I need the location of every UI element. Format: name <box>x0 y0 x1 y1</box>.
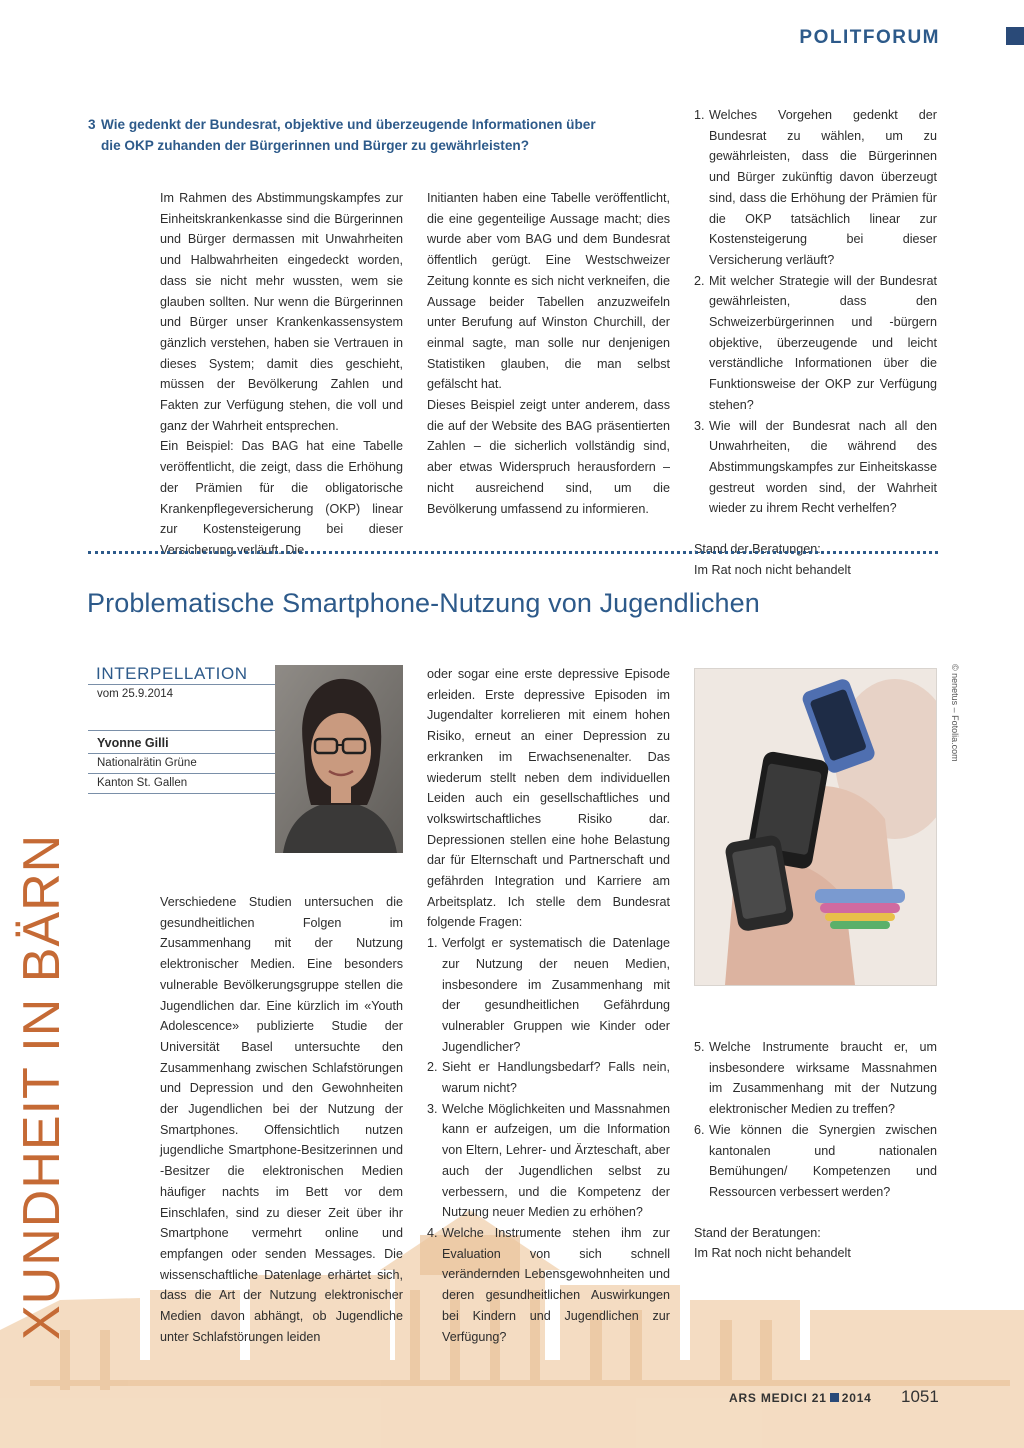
interpellation-label: INTERPELLATION <box>88 664 276 685</box>
top-column-2 <box>427 188 670 519</box>
page-number: 1051 <box>901 1387 939 1406</box>
paragraph: Im Rahmen des Abstimmungskampfes zur Einheitskrankenkasse sind die Bürgerinnen und Bürger dermassen mit Unwahrheiten und Halbwahrheiten eingedeckt worden, dass sie nicht mehr wussten, wem sie glauben sollten. Nur wenn die Bürgerinnen und Bürger unser Krankenkassensystem gänzlich verstehen, haben sie Vertrauen in dieses System; damit dies geschieht, müssen der Bevölkerung Zahlen und Fakten zur Verfügung stehen, die voll und ganz der Wahrheit entsprechen. <box>160 191 403 433</box>
author-portrait <box>275 665 403 853</box>
list-item: 1. Verfolgt er systematisch die Datenlage zur Nutzung der neuen Medien, insbesondere im Zusammenhang mit der gesundheitlichen Gefährdung vulnerabler Gruppen wie Kinder oder Jugendlicher? <box>427 936 670 1054</box>
list-item: 5. Welche Instrumente braucht er, um insbesondere wirksame Massnahmen im Zusammenhang mit der Nutzung elektronischer Medien zu treffen? <box>694 1040 937 1117</box>
question-list <box>694 105 937 519</box>
question-list <box>694 1037 937 1203</box>
top-column-1 <box>160 188 403 561</box>
list-item: 2. Sieht er Handlungsbedarf? Falls nein, warum nicht? <box>427 1060 670 1096</box>
status-label: Stand der Beratungen: <box>694 542 821 557</box>
article-column-2 <box>427 664 670 1347</box>
side-section-title: XUNDHEIT IN BÄRN <box>13 833 71 1340</box>
article-title: Problematische Smartphone-Nutzung von Jugendlichen <box>87 588 760 618</box>
journal-year: 2014 <box>841 1391 872 1405</box>
question-3-heading <box>88 114 608 156</box>
section-header-label: POLITFORUM <box>799 27 940 48</box>
smartphone-photo <box>694 668 937 986</box>
article-column-3 <box>694 1037 937 1264</box>
author-name: Yvonne Gilli <box>88 731 276 754</box>
list-item: 3. Welche Möglichkeiten und Massnahmen kann er aufzeigen, um die Information von Eltern, Lehrer- und Ärzteschaft, aber auch der Jugendlichen selbst zu verbessern, und die Kompetenz der Nutzung neuer Medien zu erhöhen? <box>427 1101 670 1220</box>
paragraph: Verschiedene Studien untersuchen die gesundheitlichen Folgen im Zusammenhang mit der Nutzung elektronischer Medien. Eine besonders vulnerable Bevölkerungsgruppe stellen die Jugendlichen dar. Eine kürzlich im «Youth Adolescence» publizierte Studie der Universität Basel untersuchte den Zusammenhang zwischen Schlafstörungen und Depression und den Gewohnheiten der Jugendlichen bei der Nutzung der Smartphones. Offensichtlich nutzen jugendliche Smartphone-Besitzerinnen und -Besitzer die elektronischen Medien häufiger nachts im Bett vor dem Einschlafen, sind zu dieser Zeit über ihr Smartphone vermehrt online und empfangen oder senden Messages. Die wissenschaftliche Datenlage erhärtet sich, dass die Art der Nutzung elektronischer Medien davon abhängt, ob Jugendliche unter Schlafstörungen leiden <box>160 895 403 1344</box>
date: vom 25.9.2014 <box>88 685 276 731</box>
paragraph: oder sogar eine erste depressive Episode erleiden. Erste depressive Episoden im Jugendalter korrelieren mit einem hohen Risiko, erneut an einer Depression zu erkranken im Erwachsenenalter. Das wiederum stellt neben dem individuellen Leiden auch ein gesellschaftliches und volkswirtschaftliches Risiko dar. Depressionen stellen eine hohe Belastung dar für Elternschaft und Partnerschaft und gefährden Integration und Karriere am Arbeitsplatz. Ich stelle dem Bundesrat folgende Fragen: <box>427 667 670 930</box>
footer-journal-label <box>729 1391 872 1405</box>
author-role: Nationalrätin Grüne <box>88 754 276 774</box>
question-list <box>427 933 670 1347</box>
question-text: Wie gedenkt der Bundesrat, objektive und überzeugende Informationen über die OKP zuhanden der Bürgerinnen und Bürger zu gewährleisten? <box>101 117 596 153</box>
list-item: 3. Wie will der Bundesrat nach all den Unwahrheiten, die während des Abstimmungskampfes zur Einheitskasse gestreut worden sind, der Wahrheit wieder zu ihrem Recht verhelfen? <box>694 418 937 516</box>
status-value: Im Rat noch nicht behandelt <box>694 562 851 577</box>
photo-credit: © nenetus – Fotolia.com <box>950 664 960 762</box>
header-marker <box>1006 27 1024 45</box>
top-column-3 <box>694 105 937 580</box>
list-item: 2. Mit welcher Strategie will der Bundesrat gewährleisten, dass den Schweizerbürgerinnen und -bürgern objektive, überzeugende und leicht verständliche Informationen über die Funktionsweise der OKP zur Verfügung stehen? <box>694 273 937 412</box>
dotted-divider <box>88 551 938 554</box>
paragraph: Dieses Beispiel zeigt unter anderem, dass die auf der Website des BAG präsentierten Zahlen – die sicherlich vollständig sind, aber etwas Widerspruch herausfordern – nicht ausreichend sind, um die Bevölkerung umfassend zu informieren. <box>427 398 670 516</box>
list-item: 4. Welche Instrumente stehen ihm zur Evaluation von sich schnell verändernden Lebensgewohnheiten und deren gesundheitlichen Auswirkungen bei Kindern und Jugendlichen zur Verfügung? <box>427 1225 670 1344</box>
status-value: Im Rat noch nicht behandelt <box>694 1246 851 1261</box>
article-column-1 <box>160 892 403 1347</box>
interpellation-info-box <box>88 664 276 794</box>
status-label: Stand der Beratungen: <box>694 1225 821 1240</box>
footer-marker <box>830 1393 839 1402</box>
list-item: 6. Wie können die Synergien zwischen kantonalen und nationalen Bemühungen/ Kompetenzen und Ressourcen verbessert werden? <box>694 1122 937 1199</box>
author-canton: Kanton St. Gallen <box>88 774 276 794</box>
journal-name: ARS MEDICI 21 <box>729 1391 827 1405</box>
list-item: 1. Welches Vorgehen gedenkt der Bundesrat zu wählen, um zu gewährleisten, dass die Bürgerinnen und Bürger zukünftig davon überzeugt sind, dass die Erhöhung der Prämien für die OKP tatsächlich linear zur Kostensteigerung bei dieser Versicherung verläuft? <box>694 108 937 267</box>
paragraph: Initianten haben eine Tabelle veröffentlicht, die eine gegenteilige Aussage macht; dies wurde aber vom BAG und dem Bundesrat öffentlich gerügt. Eine Westschweizer Zeitung konnte es sich nicht verkneifen, die Aussage beider Tabellen anzuzweifeln unter Berufung auf Winston Churchill, der einmal sagte, man solle nur denjenigen Statistiken glauben, die man selbst gefälscht hat. <box>427 191 670 392</box>
paragraph: Ein Beispiel: Das BAG hat eine Tabelle veröffentlicht, die zeigt, dass die Erhöhung der Prämien für die obligatorische Krankenpflegeversicherung (OKP) linear zur Kostensteigerung bei dieser Versicherung verläuft. Die <box>160 439 403 557</box>
question-number: 3 <box>88 117 96 132</box>
